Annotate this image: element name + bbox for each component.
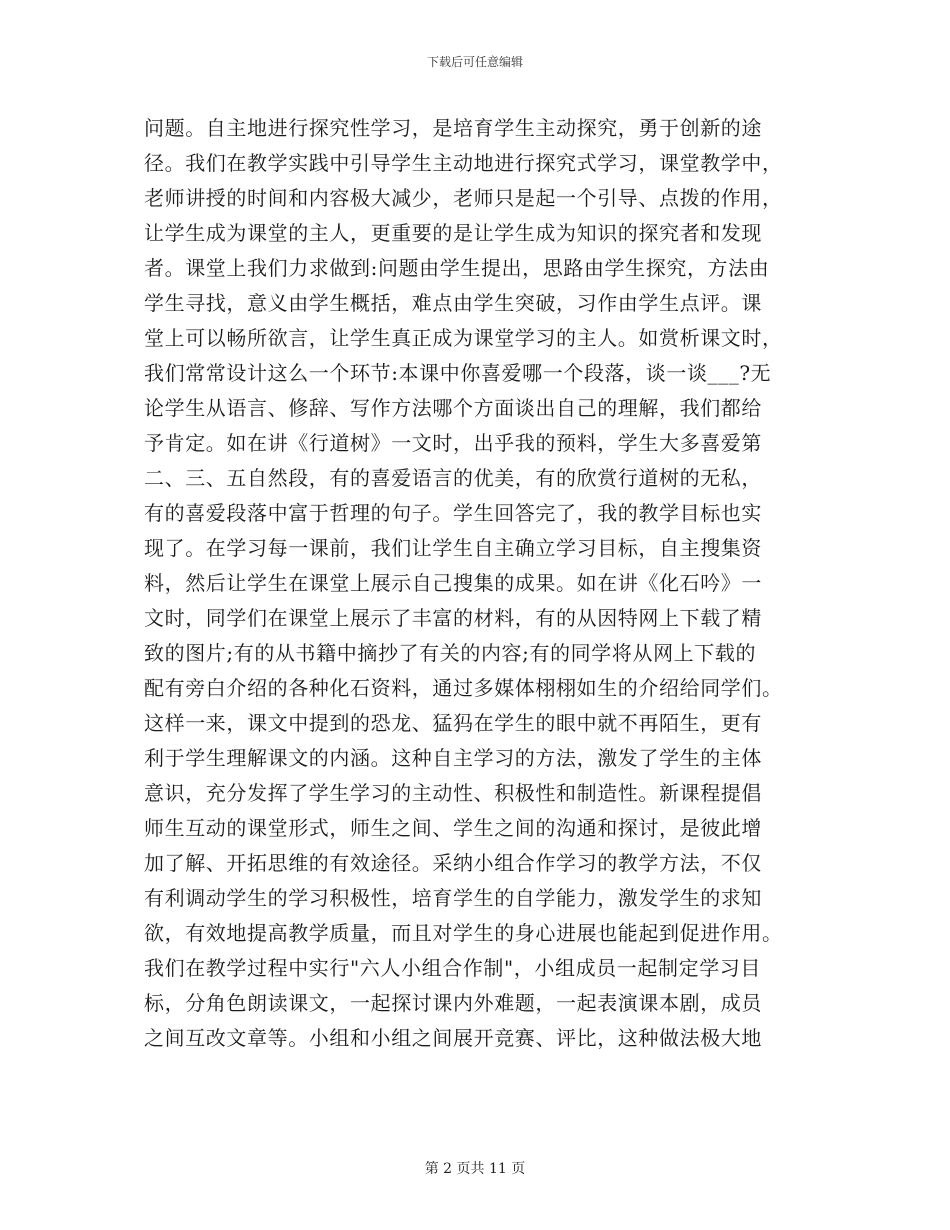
text-line: 利于学生理解课文的内涵。这种自主学习的方法，激发了学生的主体 xyxy=(144,746,762,770)
text-line: 二、三、五自然段，有的喜爱语言的优美，有的欣赏行道树的无私， xyxy=(144,466,762,490)
text-line: 径。我们在教学实践中引导学生主动地进行探究式学习，课堂教学中， xyxy=(144,151,783,175)
text-line: 学生寻找，意义由学生概括，难点由学生突破，习作由学生点评。课 xyxy=(144,291,762,315)
text-line: 老师讲授的时间和内容极大减少，老师只是起一个引导、点拨的作用， xyxy=(144,186,783,210)
text-line: 我们在教学过程中实行"六人小组合作制"，小组成员一起制定学习目 xyxy=(144,956,761,980)
text-line: 现了。在学习每一课前，我们让学生自主确立学习目标，自主搜集资 xyxy=(144,536,762,560)
text-line: 配有旁白介绍的各种化石资料，通过多媒体栩栩如生的介绍给同学们。 xyxy=(144,676,783,700)
text-line: 加了解、开拓思维的有效途径。采纳小组合作学习的教学方法，不仅 xyxy=(144,851,762,875)
document-body xyxy=(144,111,824,1056)
text-line: 师生互动的课堂形式，师生之间、学生之间的沟通和探讨，是彼此增 xyxy=(144,816,762,840)
text-line: 欲，有效地提高教学质量，而且对学生的身心进展也能起到促进作用。 xyxy=(144,921,783,945)
text-line: 让学生成为课堂的主人，更重要的是让学生成为知识的探究者和发现 xyxy=(144,221,762,245)
text-line: 我们常常设计这么一个环节:本课中你喜爱哪一个段落，谈一谈___?无 xyxy=(144,361,772,385)
text-line: 问题。自主地进行探究性学习，是培育学生主动探究，勇于创新的途 xyxy=(144,116,762,140)
page-number-footer: 第 2 页共 11 页 xyxy=(424,1161,526,1177)
text-line: 者。课堂上我们力求做到:问题由学生提出，思路由学生探究，方法由 xyxy=(144,256,770,280)
text-line: 之间互改文章等。小组和小组之间展开竞赛、评比，这种做法极大地 xyxy=(144,1026,762,1050)
page-header: 下载后可任意编辑 xyxy=(426,55,523,69)
text-line: 这样一来，课文中提到的恐龙、猛犸在学生的眼中就不再陌生，更有 xyxy=(144,711,762,735)
text-line: 文时，同学们在课堂上展示了丰富的材料，有的从因特网上下载了精 xyxy=(144,606,762,630)
text-line: 有的喜爱段落中富于哲理的句子。学生回答完了，我的教学目标也实 xyxy=(144,501,762,525)
text-line: 论学生从语言、修辞、写作方法哪个方面谈出自己的理解，我们都给 xyxy=(144,396,762,420)
text-line: 予肯定。如在讲《行道树》一文时，出乎我的预料，学生大多喜爱第 xyxy=(144,431,762,455)
text-line: 意识，充分发挥了学生学习的主动性、积极性和制造性。新课程提倡 xyxy=(144,781,762,805)
text-line: 料，然后让学生在课堂上展示自己搜集的成果。如在讲《化石吟》一 xyxy=(144,571,762,595)
text-line: 致的图片;有的从书籍中摘抄了有关的内容;有的同学将从网上下载的 xyxy=(144,641,757,665)
text-line: 标，分角色朗读课文，一起探讨课内外难题，一起表演课本剧，成员 xyxy=(144,991,762,1015)
text-line: 堂上可以畅所欲言，让学生真正成为课堂学习的主人。如赏析课文时， xyxy=(144,326,783,350)
text-line: 有利调动学生的学习积极性，培育学生的自学能力，激发学生的求知 xyxy=(144,886,762,910)
